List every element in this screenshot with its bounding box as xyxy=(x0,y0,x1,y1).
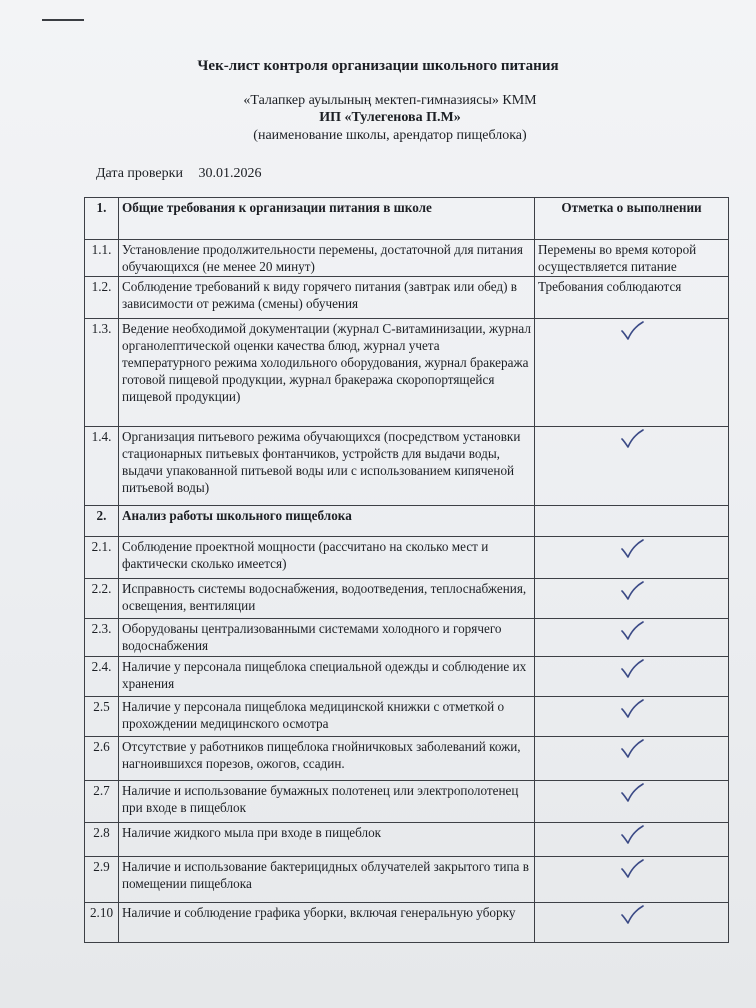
date-value: 30.01.2026 xyxy=(198,166,262,181)
row-requirement: Соблюдение требований к виду горячего питания (завтрак или обед) в зависимости от режима (смены) обучения xyxy=(119,277,535,319)
table-row xyxy=(85,857,729,903)
row-requirement: Наличие и соблюдение графика уборки, включая генеральную уборку xyxy=(119,903,535,943)
table-row xyxy=(85,657,729,697)
table-row xyxy=(85,903,729,943)
date-label: Дата проверки xyxy=(96,166,183,181)
row-number: 2.4. xyxy=(85,657,119,697)
row-status-mark xyxy=(535,823,729,857)
row-requirement: Соблюдение проектной мощности (рассчитано на сколько мест и фактически сколько имеется) xyxy=(119,537,535,579)
checkmark-icon xyxy=(619,658,645,680)
row-requirement: Отсутствие у работников пищеблока гнойничковых заболеваний кожи, нагноившихся порезов, ожогов, ссадин. xyxy=(119,737,535,781)
section-title: Общие требования к организации питания в школе xyxy=(119,198,535,240)
document-title: Чек-лист контроля организации школьного питания xyxy=(197,58,559,74)
row-status-text: Требования соблюдаются xyxy=(535,277,729,319)
row-status-mark xyxy=(535,903,729,943)
section-title: Анализ работы школьного пищеблока xyxy=(119,506,535,537)
checklist-table xyxy=(84,197,729,943)
row-status-mark xyxy=(535,737,729,781)
table-row xyxy=(85,277,729,319)
section-number: 2. xyxy=(85,506,119,537)
checkmark-icon xyxy=(619,538,645,560)
row-number: 2.5 xyxy=(85,697,119,737)
row-number: 2.9 xyxy=(85,857,119,903)
row-number: 2.1. xyxy=(85,537,119,579)
section-number: 1. xyxy=(85,198,119,240)
checkmark-icon xyxy=(619,782,645,804)
row-status-mark xyxy=(535,537,729,579)
row-requirement: Установление продолжительности перемены, достаточной для питания обучающихся (не менее 20 минут) xyxy=(119,240,535,277)
row-status-text: Перемены во время которой осуществляется питание xyxy=(535,240,729,277)
row-status-mark xyxy=(535,697,729,737)
row-requirement: Организация питьевого режима обучающихся (посредством установки стационарных питьевых фонтанчиков, устройств для выдачи воды, выдачи упакованной питьевой воды или с использованием кипяченой питьевой воды) xyxy=(119,427,535,506)
table-row xyxy=(85,319,729,427)
row-status-mark xyxy=(535,619,729,657)
row-requirement: Оборудованы централизованными системами холодного и горячего водоснабжения xyxy=(119,619,535,657)
empty-status-cell xyxy=(535,506,729,537)
table-row xyxy=(85,781,729,823)
table-row xyxy=(85,537,729,579)
inspection-date-line xyxy=(96,166,261,182)
row-requirement: Наличие и использование бактерицидных облучателей закрытого типа в помещении пищеблока xyxy=(119,857,535,903)
row-requirement: Наличие у персонала пищеблока медицинской книжки с отметкой о прохождении медицинского осмотра xyxy=(119,697,535,737)
checkmark-icon xyxy=(619,858,645,880)
table-row xyxy=(85,619,729,657)
row-status-mark xyxy=(535,857,729,903)
checkmark-icon xyxy=(619,620,645,642)
table-row xyxy=(85,240,729,277)
checkmark-icon xyxy=(619,738,645,760)
checkmark-icon xyxy=(619,904,645,926)
row-number: 1.2. xyxy=(85,277,119,319)
row-number: 2.7 xyxy=(85,781,119,823)
row-requirement: Исправность системы водоснабжения, водоотведения, теплоснабжения, освещения, вентиляции xyxy=(119,579,535,619)
row-requirement: Наличие жидкого мыла при входе в пищеблок xyxy=(119,823,535,857)
name-caption: (наименование школы, арендатор пищеблока) xyxy=(253,128,527,143)
row-number: 2.8 xyxy=(85,823,119,857)
checkmark-icon xyxy=(619,698,645,720)
table-row xyxy=(85,737,729,781)
row-status-mark xyxy=(535,319,729,427)
row-status-mark xyxy=(535,427,729,506)
row-requirement: Наличие у персонала пищеблока специальной одежды и соблюдение их хранения xyxy=(119,657,535,697)
school-name: «Талапкер ауылының мектеп-гимназиясы» КММ xyxy=(243,93,537,108)
row-number: 2.3. xyxy=(85,619,119,657)
checkmark-icon xyxy=(619,824,645,846)
row-number: 1.4. xyxy=(85,427,119,506)
checkmark-icon xyxy=(619,320,645,342)
table-row xyxy=(85,427,729,506)
row-number: 1.1. xyxy=(85,240,119,277)
top-rule-mark xyxy=(42,19,84,21)
checkmark-icon xyxy=(619,580,645,602)
table-row xyxy=(85,697,729,737)
row-number: 2.2. xyxy=(85,579,119,619)
status-column-header: Отметка о выполнении xyxy=(535,198,729,240)
row-number: 2.6 xyxy=(85,737,119,781)
table-row xyxy=(85,823,729,857)
row-number: 2.10 xyxy=(85,903,119,943)
row-status-mark xyxy=(535,657,729,697)
checkmark-icon xyxy=(619,428,645,450)
row-status-mark xyxy=(535,781,729,823)
row-status-mark xyxy=(535,579,729,619)
row-number: 1.3. xyxy=(85,319,119,427)
table-row xyxy=(85,579,729,619)
tenant-name: ИП «Тулегенова П.М» xyxy=(319,110,461,125)
section-header-row xyxy=(85,506,729,537)
section-header-row xyxy=(85,198,729,240)
row-requirement: Ведение необходимой документации (журнал С-витаминизации, журнал органолептической оценки качества блюд, журнал учета температурного режима холодильного оборудования, журнал бракеража готовой пищевой продукции, журнал бракеража скоропортящейся пищевой продукции) xyxy=(119,319,535,427)
row-requirement: Наличие и использование бумажных полотенец или электрополотенец при входе в пищеблок xyxy=(119,781,535,823)
